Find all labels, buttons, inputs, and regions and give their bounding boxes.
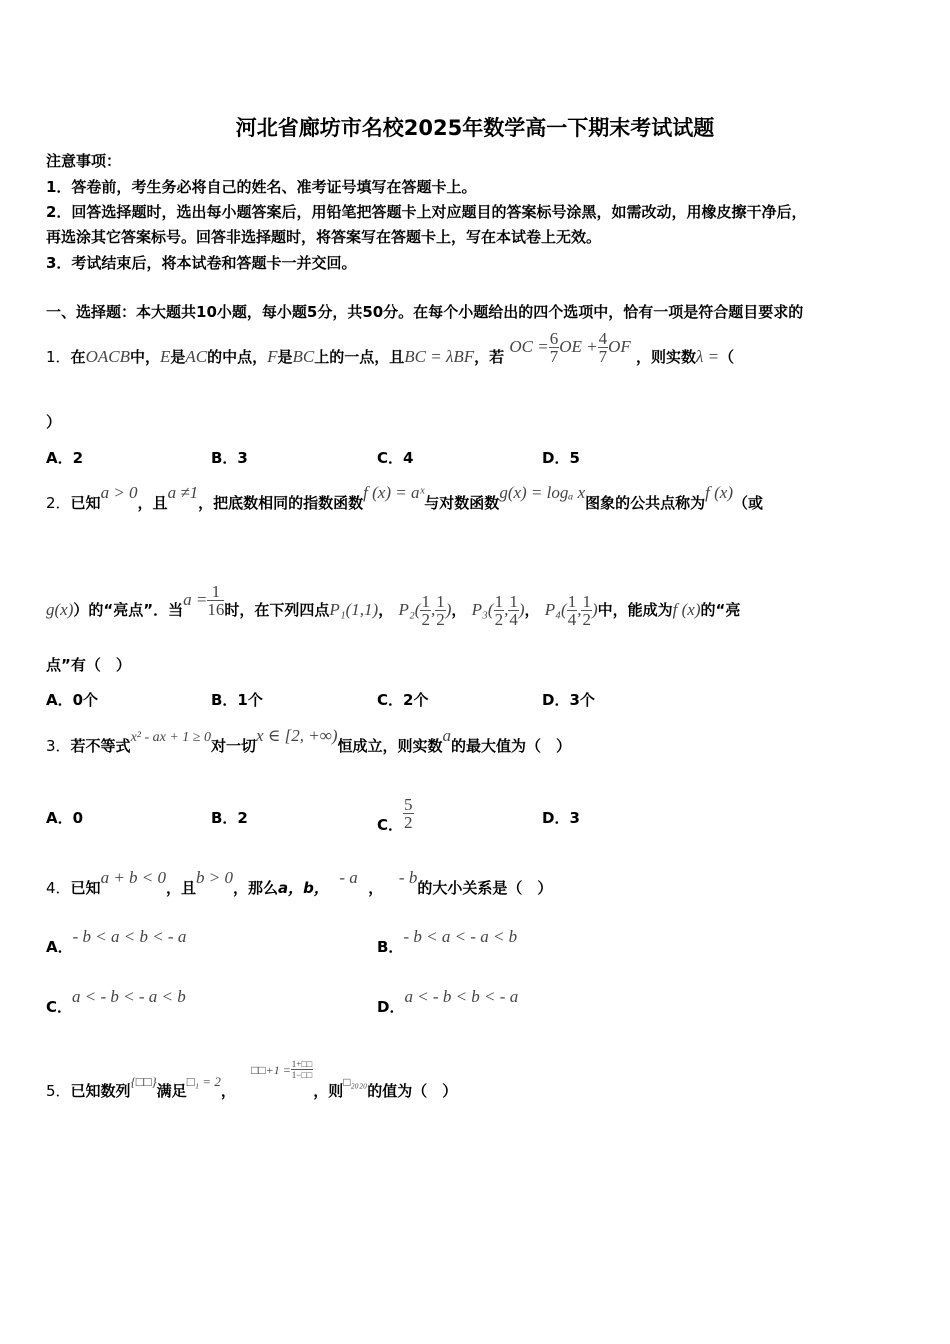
math: a + b < 0 — [100, 868, 167, 887]
fraction: $\frac{1+□□}{1-□□}$ — [291, 1059, 313, 1080]
math: □□+1 = — [251, 1063, 291, 1077]
option-c[interactable]: C．a < - b < - a < b — [46, 987, 186, 1016]
text: ，那么 — [233, 879, 279, 897]
question-2-line-3: 点”有（ ） — [46, 656, 131, 674]
math: OC = — [509, 337, 549, 356]
question-2-line-2: g(x)）的“亮点”．当a = $\frac{1}{16}$ 时，在下列四点P₁(1,1)， P₂( $\frac{1}{2}$ , $\frac{1}{2}$ )， P₃( $\frac{1}{2}$ , $\frac{1}{4}$ )， P₄( $\frac{1}{4}$ , $\frac{1}{2}$ )中，能成为f (x)的“亮 — [46, 582, 741, 629]
fraction: $\frac{1}{2}$ — [582, 592, 591, 629]
text: （或 — [733, 494, 764, 512]
question-5 — [46, 1059, 458, 1102]
text: 的中点， — [207, 348, 268, 366]
notice-item: 3．考试结束后，将本试卷和答题卡一并交回。 — [46, 254, 357, 272]
text: ， — [368, 879, 384, 897]
close-paren: ） — [46, 413, 62, 431]
q-number: 2． — [46, 494, 71, 512]
text: ，且 — [137, 494, 168, 512]
option-d[interactable]: D．5 — [542, 449, 580, 467]
text: 已知 — [70, 879, 101, 897]
notice-item: 1．答卷前，考生务必将自己的姓名、准考证号填写在答题卡上。 — [46, 178, 477, 196]
math: □₂₀₂₀ — [343, 1075, 368, 1089]
question-2 — [46, 483, 764, 513]
text: 的大小关系是（ ） — [417, 879, 553, 897]
math: BC = λBF — [404, 347, 475, 366]
option-c[interactable]: C．2个 — [377, 691, 429, 709]
text: ，且 — [166, 879, 197, 897]
math: g(x) = logₐ x — [499, 483, 586, 502]
math: f (x) — [705, 483, 734, 502]
text: ）的“亮点”．当 — [73, 601, 184, 619]
option-b[interactable]: B．3 — [211, 449, 248, 467]
text: ， — [220, 1082, 236, 1100]
fraction: $\frac{6}{7}$ — [549, 329, 559, 366]
notice-item: 2．回答选择题时，选出每小题答案后，用铅笔把答题卡上对应题目的答案标号涂黑，如需改动，用橡皮擦干净后， — [46, 203, 807, 221]
fraction: $\frac{1}{4}$ — [567, 592, 577, 629]
text: 恒成立，则实数 — [337, 737, 443, 755]
text: a，b， — [278, 879, 329, 897]
text: 对一切 — [210, 737, 256, 755]
math: AC — [185, 347, 208, 366]
text: 在 — [70, 348, 86, 366]
option-a[interactable]: A．0个 — [46, 691, 99, 709]
notice-heading: 注意事项： — [46, 152, 122, 170]
text: ，则实数 — [636, 348, 697, 366]
option-c[interactable]: C．4 — [377, 449, 414, 467]
q-number: 1． — [46, 348, 71, 366]
question-3 — [46, 726, 572, 758]
math: a ≠1 — [167, 483, 199, 502]
question-1 — [46, 329, 735, 375]
math: BC — [292, 347, 315, 366]
math: f (x) — [672, 600, 701, 619]
option-b[interactable]: B．1个 — [211, 691, 263, 709]
fraction: $\frac{1}{2}$ — [494, 592, 504, 629]
math: OF — [608, 337, 631, 356]
fraction: $\frac{4}{7}$ — [598, 329, 608, 366]
math: □₁ = 2 — [186, 1074, 221, 1089]
math: λ = — [696, 347, 720, 366]
text: 若不等式 — [70, 737, 131, 755]
option-d[interactable]: D．a < - b < b < - a — [377, 987, 519, 1016]
text: 满足 — [156, 1082, 187, 1100]
math: OACB — [85, 347, 130, 366]
q-number: 4． — [46, 879, 71, 897]
notice-item: 再选涂其它答案标号。回答非选择题时，将答案写在答题卡上，写在本试卷上无效。 — [46, 228, 602, 246]
math: - b — [398, 868, 418, 887]
text: 是 — [277, 348, 293, 366]
text: （ — [719, 348, 735, 366]
section-heading: 一、选择题：本大题共10小题，每小题5分，共50分。在每个小题给出的四个选项中，恰有一项是符合题目要求的 — [46, 303, 804, 321]
math: x ∈ [2, +∞) — [256, 726, 338, 745]
math: E — [159, 347, 171, 366]
math: {□□} — [130, 1074, 157, 1089]
fraction: $\frac{1}{4}$ — [509, 592, 518, 629]
math: x² - ax + 1 ≥ 0 — [130, 730, 211, 745]
point-p4: P₄( — [544, 600, 567, 619]
option-a[interactable]: A．2 — [46, 449, 84, 467]
option-b[interactable]: B．- b < a < - a < b — [377, 927, 518, 956]
math: g(x) — [46, 600, 74, 619]
math: OE + — [559, 337, 598, 356]
text: 中， — [129, 348, 160, 366]
text: 时，在下列四点 — [224, 601, 330, 619]
question-4 — [46, 868, 553, 898]
math: a — [442, 726, 452, 745]
q-number: 5． — [46, 1082, 71, 1100]
text: ，把底数相同的指数函数 — [198, 494, 364, 512]
text: ，则 — [313, 1082, 344, 1100]
math: - a — [339, 868, 358, 887]
text: 与对数函数 — [424, 494, 500, 512]
option-c[interactable]: C． $\frac{5}{2}$ — [377, 795, 413, 834]
text: ，若 — [474, 348, 505, 366]
fraction: $\frac{1}{2}$ — [436, 592, 445, 629]
option-a[interactable]: A．0 — [46, 809, 84, 827]
fraction: $\frac{1}{2}$ — [421, 592, 430, 629]
fraction: $\frac{1}{16}$ — [207, 582, 225, 619]
text: 已知数列 — [70, 1082, 131, 1100]
point-p3: P₃( — [471, 600, 494, 619]
text: 已知 — [70, 494, 101, 512]
point-p1: P₁(1,1) — [329, 600, 379, 619]
text: 中，能成为 — [597, 601, 673, 619]
math: f (x) = aˣ — [363, 483, 425, 502]
option-d[interactable]: D．3 — [542, 809, 580, 827]
math: b > 0 — [196, 868, 234, 887]
text: 的最大值为（ ） — [451, 737, 572, 755]
math: F — [267, 347, 278, 366]
text: 的“亮 — [700, 601, 741, 619]
text: 的值为（ ） — [367, 1082, 458, 1100]
point-p2: P₂( — [398, 600, 421, 619]
option-a[interactable]: A．- b < a < b < - a — [46, 927, 187, 956]
text: 图象的公共点称为 — [585, 494, 706, 512]
text: ， — [378, 601, 394, 619]
option-b[interactable]: B．2 — [211, 809, 248, 827]
page-title: 河北省廊坊市名校2025年数学高一下期末考试试题 — [235, 116, 715, 140]
text: 上的一点，且 — [314, 348, 405, 366]
fraction: $\frac{5}{2}$ — [404, 795, 413, 832]
q-number: 3． — [46, 737, 71, 755]
text: 是 — [170, 348, 186, 366]
option-d[interactable]: D．3个 — [542, 691, 595, 709]
math: a > 0 — [100, 483, 138, 502]
math: a = — [183, 590, 208, 609]
